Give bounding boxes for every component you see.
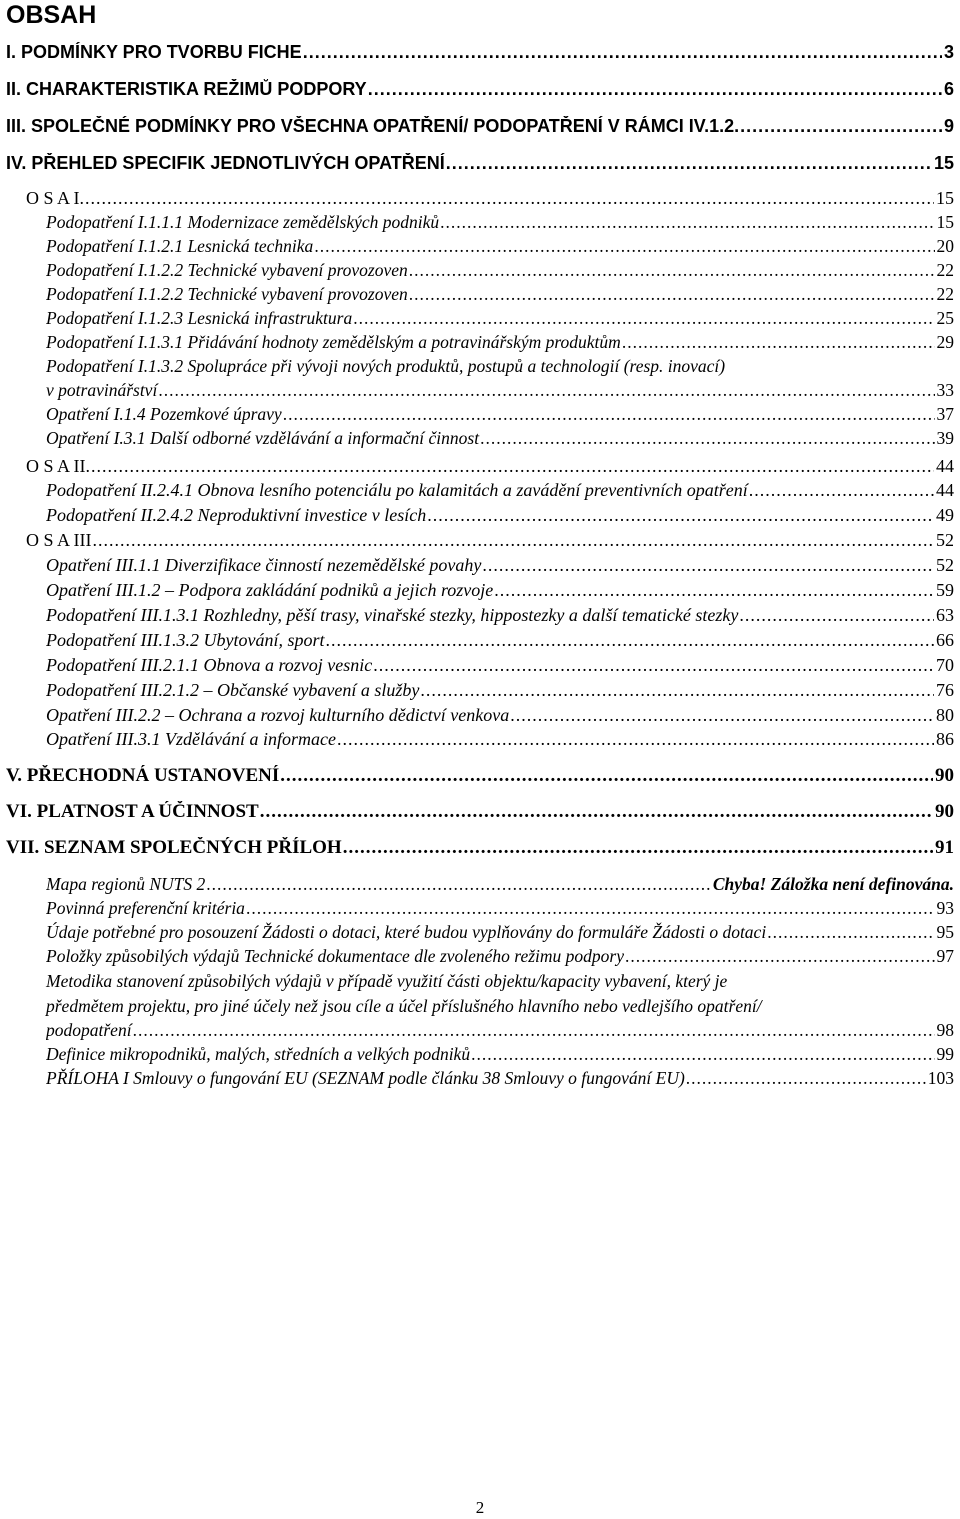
toc-entry-page: 99 [936, 1044, 954, 1064]
page-number: 2 [475, 1498, 485, 1517]
toc-entry-title: Opatření III.2.2 – Ochrana a rozvoj kulturního dědictví venkova [46, 705, 510, 725]
toc-entry-title: O S A III [26, 530, 92, 550]
toc-entry-title: Podopatření I.1.2.2 Technické vybavení provozoven [46, 260, 408, 280]
dot-leader [283, 404, 935, 425]
dot-leader [767, 922, 934, 943]
toc-entry[interactable] [6, 116, 954, 137]
toc-entry-page: 22 [936, 284, 954, 304]
toc-entry-page: 98 [936, 1020, 954, 1040]
toc-entry-title: IV. PŘEHLED SPECIFIK JEDNOTLIVÝCH OPATŘENÍ [6, 153, 445, 173]
toc-entry[interactable] [6, 801, 954, 823]
toc-entry[interactable] [46, 874, 954, 895]
toc-entry[interactable] [46, 580, 954, 601]
dot-leader [85, 188, 934, 209]
dot-leader [353, 308, 934, 329]
toc-entry-page: 3 [943, 42, 954, 62]
toc-entry-page: 44 [936, 456, 954, 476]
dot-leader [260, 801, 933, 823]
dot-leader [325, 630, 934, 651]
dot-leader [427, 505, 934, 526]
dot-leader [749, 480, 934, 501]
toc-entry-title: Podopatření I.1.3.1 Přidávání hodnoty zemědělským a potravinářským produktům [46, 332, 621, 352]
toc-entry-page: 37 [936, 404, 954, 424]
toc-entry-title: Podopatření III.1.3.1 Rozhledny, pěší trasy, vinařské stezky, hippostezky a další tematické stezky [46, 605, 739, 625]
toc-entry-page: 39 [936, 428, 954, 448]
toc-entry-title: Opatření III.3.1 Vzdělávání a informace [46, 729, 336, 749]
toc-entry-page: 15 [936, 188, 954, 208]
toc-entry[interactable] [6, 42, 954, 63]
dot-leader [686, 1068, 926, 1089]
toc-entry-title: Opatření I.1.4 Pozemkové úpravy [46, 404, 282, 424]
toc-entry-title: VII. SEZNAM SPOLEČNÝCH PŘÍLOH [6, 837, 342, 858]
toc-entry-page: 22 [936, 260, 954, 280]
toc-entry-title: Údaje potřebné pro posouzení Žádosti o dotaci, které budou vyplňovány do formuláře Žádosti o dotaci [46, 922, 767, 942]
toc-entry-page: 9 [943, 116, 954, 136]
dot-leader [409, 260, 935, 281]
toc-entry-page: 33 [936, 380, 954, 400]
toc-entry[interactable] [6, 765, 954, 787]
toc-entry[interactable] [46, 655, 954, 676]
toc-entry[interactable] [46, 308, 954, 329]
toc-entry[interactable] [46, 1020, 954, 1041]
toc-entry-page: 29 [936, 332, 954, 352]
toc-entry-title: Podopatření I.1.1.1 Modernizace zemědělských podniků [46, 212, 440, 232]
dot-leader [420, 680, 934, 701]
toc-entry-title-continuation: podopatření [46, 1020, 132, 1040]
dot-leader [206, 874, 711, 895]
toc-entry[interactable] [46, 705, 954, 726]
dot-leader [373, 655, 934, 676]
toc-entry-page: 59 [936, 580, 954, 600]
toc-entry-title: V. PŘECHODNÁ USTANOVENÍ [6, 765, 280, 786]
dot-leader [158, 380, 934, 401]
toc-entry-title: Podopatření III.2.1.1 Obnova a rozvoj vesnic [46, 655, 373, 675]
toc-entry-title-line2[interactable]: předmětem projektu, pro jiné účely než jsou cíle a účel příslušného hlavního nebo vedlejšího opatření/ [46, 996, 762, 1016]
toc-entry[interactable] [26, 530, 954, 551]
toc-entry-page: 63 [936, 605, 954, 625]
toc-entry-page: 52 [936, 555, 954, 575]
toc-entry-page: 90 [935, 765, 954, 786]
toc-entry-page: 70 [936, 655, 954, 675]
toc-entry-title: Opatření I.3.1 Další odborné vzdělávání a informační činnost [46, 428, 480, 448]
toc-entry[interactable] [46, 212, 954, 233]
toc-entry[interactable] [46, 480, 954, 501]
toc-entry[interactable] [6, 837, 954, 859]
dot-leader [494, 580, 934, 601]
toc-entry-page: 15 [933, 153, 954, 173]
toc-entry-page: 49 [936, 505, 954, 525]
toc-entry-title: Podopatření II.2.4.1 Obnova lesního potenciálu po kalamitách a zavádění preventivních opatření [46, 480, 748, 500]
dot-leader [480, 428, 934, 449]
toc-entry[interactable] [46, 236, 954, 257]
toc-entry[interactable] [46, 555, 954, 576]
toc-entry-title: O S A II. [26, 456, 91, 476]
toc-entry-title: I. PODMÍNKY PRO TVORBU FICHE [6, 42, 302, 62]
toc-entry-title[interactable]: Podopatření I.1.3.2 Spolupráce při vývoji nových produktů, postupů a technologií (resp. inovací) [46, 356, 726, 376]
toc-entry-page: 6 [943, 79, 954, 99]
toc-entry-page: 15 [936, 212, 954, 232]
dot-leader [343, 837, 933, 859]
toc-entry[interactable] [46, 729, 954, 750]
toc-entry-title: Podopatření I.1.2.3 Lesnická infrastruktura [46, 308, 353, 328]
toc-entry[interactable] [46, 428, 954, 449]
dot-leader [280, 765, 933, 787]
dot-leader [368, 79, 942, 100]
toc-entry[interactable] [6, 79, 954, 100]
dot-leader [739, 605, 934, 626]
toc-entry[interactable] [26, 456, 954, 477]
toc-entry-title: Podopatření I.1.2.1 Lesnická technika [46, 236, 314, 256]
dot-leader [625, 946, 935, 967]
toc-entry-page: 20 [936, 236, 954, 256]
toc-entry[interactable] [46, 680, 954, 701]
toc-entry-page: 86 [936, 729, 954, 749]
toc-entry-title: Podopatření III.1.3.2 Ubytování, sport [46, 630, 325, 650]
toc-entry[interactable] [46, 922, 954, 943]
toc-entry-page: 44 [936, 480, 954, 500]
toc-entry-title: Podopatření I.1.2.2 Technické vybavení provozoven [46, 284, 408, 304]
toc-entry-page: 97 [936, 946, 954, 966]
dot-leader [440, 212, 934, 233]
toc-entry[interactable] [46, 404, 954, 425]
dot-leader [133, 1020, 935, 1041]
dot-leader [482, 555, 934, 576]
page-title: OBSAH [6, 1, 97, 29]
dot-leader [409, 284, 935, 305]
dot-leader [246, 898, 935, 919]
toc-entry[interactable] [6, 153, 954, 174]
dot-leader [471, 1044, 934, 1065]
toc-entry-error: Chyba! Záložka není definována. [712, 874, 954, 894]
toc-entry-title: VI. PLATNOST A ÚČINNOST [6, 801, 259, 822]
dot-leader [303, 42, 942, 63]
toc-entry-title: Podopatření III.2.1.2 – Občanské vybavení a služby [46, 680, 420, 700]
toc-entry-title: II. CHARAKTERISTIKA REŽIMŮ PODPORY [6, 79, 367, 99]
toc-entry-title: Mapa regionů NUTS 2 [46, 874, 206, 894]
toc-entry[interactable] [46, 505, 954, 526]
toc-entry-title: Opatření III.1.2 – Podpora zakládání podniků a jejich rozvoje [46, 580, 494, 600]
toc-entry[interactable] [46, 260, 954, 281]
toc-entry[interactable] [46, 284, 954, 305]
dot-leader [510, 705, 934, 726]
toc-entry-page: 25 [936, 308, 954, 328]
toc-entry[interactable] [46, 630, 954, 651]
dot-leader [446, 153, 932, 174]
toc-entry[interactable] [46, 946, 954, 967]
toc-entry-page: 66 [936, 630, 954, 650]
dot-leader [93, 530, 934, 551]
toc-entry-title: Opatření III.1.1 Diverzifikace činností nezemědělské povahy [46, 555, 482, 575]
toc-entry[interactable] [46, 898, 954, 919]
toc-entry-page: 91 [935, 837, 954, 858]
toc-entry-title: III. SPOLEČNÉ PODMÍNKY PRO VŠECHNA OPATŘENÍ/ PODOPATŘENÍ V RÁMCI IV.1.2. [6, 116, 740, 136]
toc-entry[interactable] [46, 1068, 954, 1089]
toc-entry-title-continuation: v potravinářství [46, 380, 158, 400]
dot-leader [740, 116, 942, 137]
toc-entry[interactable] [46, 605, 954, 626]
toc-entry-title: Definice mikropodniků, malých, středních a velkých podniků [46, 1044, 471, 1064]
toc-entry-title: Podopatření II.2.4.2 Neproduktivní investice v lesích [46, 505, 427, 525]
dot-leader [337, 729, 934, 750]
toc-entry-page: 103 [927, 1068, 954, 1088]
dot-leader [622, 332, 935, 353]
toc-entry[interactable] [26, 188, 954, 209]
dot-leader [91, 456, 934, 477]
toc-entry[interactable] [46, 1044, 954, 1065]
toc-entry-title: Položky způsobilých výdajů Technické dokumentace dle zvoleného režimu podpory [46, 946, 624, 966]
toc-entry-page: 90 [935, 801, 954, 822]
toc-entry-title: Povinná preferenční kritéria [46, 898, 245, 918]
toc-entry[interactable] [46, 380, 954, 401]
toc-entry[interactable] [46, 332, 954, 353]
toc-entry-page: 80 [936, 705, 954, 725]
toc-entry-title: O S A I. [26, 188, 85, 208]
toc-entry-page: 95 [936, 922, 954, 942]
toc-entry-title: PŘÍLOHA I Smlouvy o fungování EU (SEZNAM podle článku 38 Smlouvy o fungování EU) [46, 1068, 685, 1088]
dot-leader [314, 236, 934, 257]
toc-entry-title[interactable]: Metodika stanovení způsobilých výdajů v případě využití části objektu/kapacity vybavení, který je [46, 971, 728, 991]
toc-entry-page: 76 [936, 680, 954, 700]
toc-entry-page: 52 [936, 530, 954, 550]
toc-entry-page: 93 [936, 898, 954, 918]
